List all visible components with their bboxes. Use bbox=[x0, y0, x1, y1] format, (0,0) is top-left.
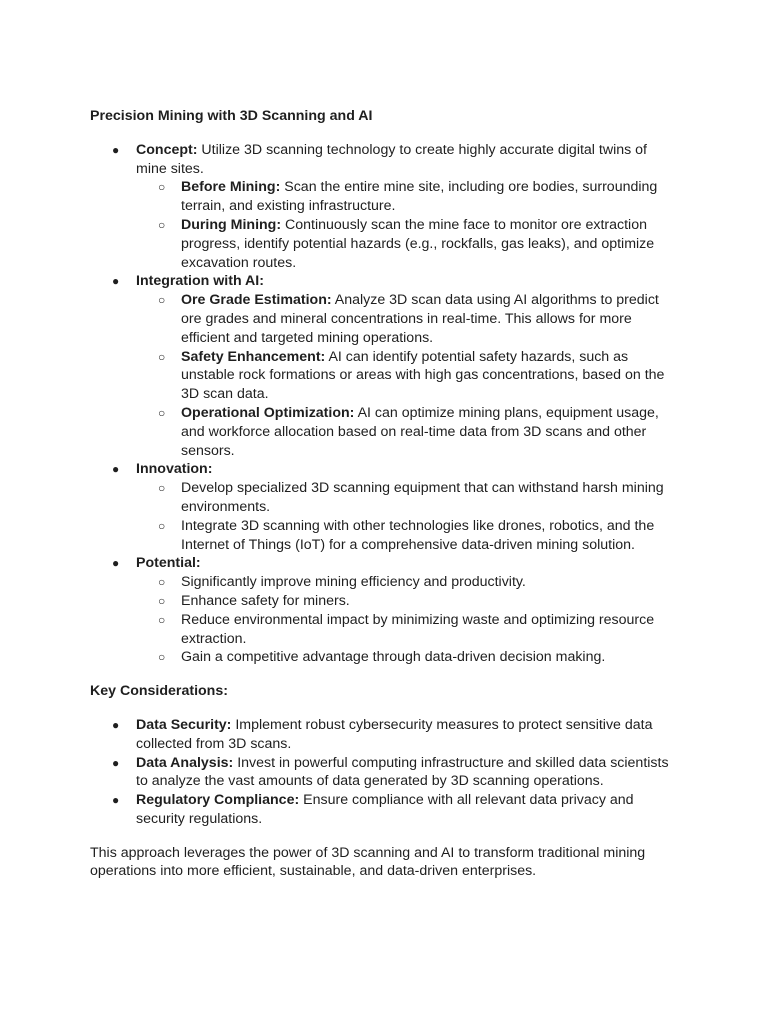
item-text: Integrate 3D scanning with other technologies like drones, robotics, and the Internet of Things (IoT) for a comprehensive data-driven mining solution. bbox=[181, 517, 655, 553]
list-item-potential bbox=[90, 554, 680, 667]
item-label: During Mining: bbox=[181, 216, 282, 233]
sub-list-item bbox=[136, 479, 680, 517]
sub-bullet-list bbox=[136, 178, 680, 272]
list-item bbox=[90, 754, 680, 792]
item-text: Gain a competitive advantage through data-driven decision making. bbox=[181, 649, 606, 666]
item-text: Continuously scan the mine face to monitor ore extraction progress, identify potential hazards (e.g., rockfalls, gas leaks), and optimize excavation routes. bbox=[181, 216, 655, 271]
bullet-icon: ● bbox=[112, 142, 120, 157]
item-label: Potential: bbox=[136, 555, 201, 572]
list-item-innovation bbox=[90, 460, 680, 554]
circle-bullet-icon: ○ bbox=[158, 518, 166, 533]
closing-paragraph: This approach leverages the power of 3D scanning and AI to transform traditional mining operations into more efficient, sustainable, and data-driven enterprises. bbox=[90, 844, 646, 880]
item-text: Implement robust cybersecurity measures to protect sensitive data collected from 3D scans. bbox=[136, 716, 653, 752]
sub-list-item bbox=[136, 611, 680, 649]
item-label: Safety Enhancement: bbox=[181, 348, 326, 365]
sub-list-item bbox=[136, 517, 680, 555]
item-text: Invest in powerful computing infrastructure and skilled data scientists to analyze the vast amounts of data generated by 3D scanning operations. bbox=[136, 754, 669, 790]
item-text: Utilize 3D scanning technology to create highly accurate digital twins of mine sites. bbox=[136, 141, 647, 177]
circle-bullet-icon: ○ bbox=[158, 293, 166, 308]
bullet-icon: ● bbox=[112, 462, 120, 477]
item-text: AI can identify potential safety hazards, such as unstable rock formations or areas with high gas concentrations, based on the 3D scan data. bbox=[181, 348, 665, 403]
item-text: Develop specialized 3D scanning equipment that can withstand harsh mining environments. bbox=[181, 480, 664, 515]
key-considerations-heading: Key Considerations: bbox=[90, 683, 228, 700]
list-item-integration bbox=[90, 272, 680, 460]
circle-bullet-icon: ○ bbox=[158, 217, 166, 232]
bullet-icon: ● bbox=[112, 717, 120, 732]
item-label: Data Analysis: bbox=[136, 754, 234, 771]
bullet-icon: ● bbox=[112, 274, 120, 289]
list-item bbox=[90, 791, 680, 829]
circle-bullet-icon: ○ bbox=[158, 349, 166, 364]
circle-bullet-icon: ○ bbox=[158, 405, 166, 420]
sub-list-item bbox=[136, 291, 680, 347]
sub-list-item bbox=[136, 348, 680, 404]
sub-bullet-list bbox=[136, 573, 680, 667]
item-text: Ensure compliance with all relevant data privacy and security regulations. bbox=[136, 792, 634, 827]
list-item-concept bbox=[90, 141, 680, 273]
item-label: Before Mining: bbox=[181, 179, 281, 196]
circle-bullet-icon: ○ bbox=[158, 575, 166, 590]
sub-list-item bbox=[136, 178, 680, 216]
item-text: Scan the entire mine site, including ore bodies, surrounding terrain, and existing infrastructure. bbox=[181, 179, 658, 215]
bullet-icon: ● bbox=[112, 755, 120, 770]
circle-bullet-icon: ○ bbox=[158, 593, 166, 608]
key-considerations-list bbox=[90, 716, 680, 829]
item-label: Data Security: bbox=[136, 716, 232, 733]
sub-list-item bbox=[136, 648, 680, 667]
item-text: Significantly improve mining efficiency and productivity. bbox=[181, 574, 526, 591]
circle-bullet-icon: ○ bbox=[158, 481, 166, 496]
sub-list-item bbox=[136, 216, 680, 272]
sub-bullet-list bbox=[136, 291, 680, 460]
sub-list-item bbox=[136, 404, 680, 460]
circle-bullet-icon: ○ bbox=[158, 612, 166, 627]
circle-bullet-icon: ○ bbox=[158, 650, 166, 665]
bullet-icon: ● bbox=[112, 793, 120, 808]
sub-list-item bbox=[136, 592, 680, 611]
item-label: Integration with AI: bbox=[136, 273, 264, 290]
item-label: Ore Grade Estimation: bbox=[181, 292, 332, 309]
document-page bbox=[90, 107, 680, 881]
sub-bullet-list bbox=[136, 479, 680, 554]
item-label: Operational Optimization: bbox=[181, 404, 355, 421]
sub-list-item bbox=[136, 573, 680, 592]
item-label: Innovation: bbox=[136, 461, 213, 478]
item-text: Reduce environmental impact by minimizing waste and optimizing resource extraction. bbox=[181, 611, 655, 647]
circle-bullet-icon: ○ bbox=[158, 180, 166, 195]
document-title: Precision Mining with 3D Scanning and AI bbox=[90, 108, 373, 124]
item-text: Enhance safety for miners. bbox=[181, 592, 350, 609]
item-text: AI can optimize mining plans, equipment usage, and workforce allocation based on real-time data from 3D scans and other sensors. bbox=[181, 404, 659, 459]
list-item bbox=[90, 716, 680, 754]
item-text: Analyze 3D scan data using AI algorithms to predict ore grades and mineral concentrations in real-time. This allows for more efficient and targeted mining operations. bbox=[181, 292, 659, 346]
bullet-icon: ● bbox=[112, 556, 120, 571]
item-label: Concept: bbox=[136, 141, 198, 158]
main-bullet-list bbox=[90, 141, 680, 667]
item-label: Regulatory Compliance: bbox=[136, 792, 300, 809]
